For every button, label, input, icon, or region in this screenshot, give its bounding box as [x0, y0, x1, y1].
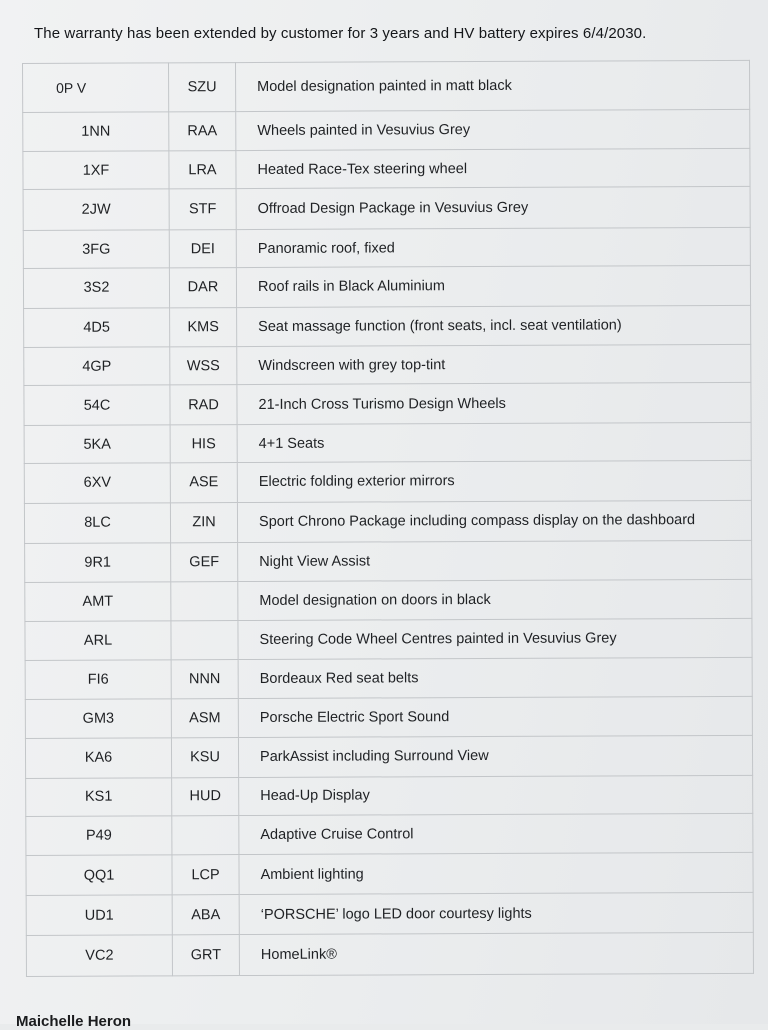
- option-description-cell: Heated Race-Tex steering wheel: [236, 148, 750, 189]
- option-code2-cell: DEI: [169, 229, 236, 268]
- option-code2-cell: LRA: [169, 151, 236, 190]
- option-code-cell: 3S2: [23, 268, 169, 308]
- table-row: [23, 109, 750, 152]
- table-row: [26, 813, 753, 856]
- option-code-cell: 1NN: [23, 111, 169, 151]
- table-row: [23, 187, 750, 231]
- option-code-cell: 6XV: [24, 463, 170, 503]
- table-row: [26, 853, 753, 896]
- option-code2-cell: GRT: [172, 935, 239, 976]
- option-code-cell: 4D5: [24, 307, 170, 347]
- table-row: [25, 618, 752, 661]
- option-description-cell: Ambient lighting: [239, 853, 753, 895]
- option-code-cell: KA6: [25, 738, 171, 778]
- option-description-cell: Windscreen with grey top-tint: [237, 344, 751, 385]
- option-code-cell: 8LC: [24, 503, 170, 544]
- option-code-cell: KS1: [26, 777, 172, 816]
- option-code-cell: 4GP: [24, 347, 170, 386]
- options-table: [22, 60, 754, 977]
- option-description-cell: ParkAssist including Surround View: [238, 736, 752, 778]
- table-row: [24, 422, 751, 464]
- option-code2-cell: KSU: [171, 738, 238, 778]
- option-code-cell: 9R1: [25, 543, 171, 582]
- option-description-cell: Offroad Design Package in Vesuvius Grey: [236, 187, 750, 230]
- option-code2-cell: ASM: [171, 698, 238, 738]
- option-code2-cell: ABA: [172, 894, 239, 935]
- option-code2-cell: [171, 581, 238, 621]
- signatory-name: Maichelle Heron: [16, 1013, 132, 1030]
- option-description-cell: 4+1 Seats: [237, 422, 751, 463]
- option-description-cell: Model designation painted in matt black: [236, 60, 750, 111]
- table-row: [26, 775, 753, 817]
- option-code-cell: GM3: [25, 699, 171, 739]
- option-code-cell: 1XF: [23, 151, 169, 190]
- option-code2-cell: RAD: [170, 385, 237, 425]
- option-description-cell: Sport Chrono Package including compass display on the dashboard: [237, 500, 751, 543]
- option-code2-cell: KMS: [170, 307, 237, 347]
- warranty-note: The warranty has been extended by customer for 3 years and HV battery expires 6/4/2030.: [34, 25, 647, 42]
- option-description-cell: Panoramic roof, fixed: [236, 227, 750, 268]
- option-description-cell: Electric folding exterior mirrors: [237, 461, 751, 503]
- option-code-cell: 2JW: [23, 189, 169, 230]
- option-code2-cell: STF: [169, 189, 236, 230]
- table-row: [24, 500, 751, 544]
- option-code2-cell: NNN: [171, 660, 238, 699]
- table-row: [24, 305, 751, 348]
- option-description-cell: Porsche Electric Sport Sound: [238, 696, 752, 738]
- option-description-cell: Model designation on doors in black: [238, 579, 752, 621]
- option-code-cell: UD1: [26, 895, 172, 936]
- table-row: [25, 579, 752, 622]
- option-code-cell: 3FG: [23, 230, 169, 269]
- option-code-cell: 54C: [24, 385, 170, 425]
- table-row: [24, 461, 751, 504]
- option-code2-cell: HUD: [172, 777, 239, 816]
- option-code2-cell: [172, 816, 239, 856]
- table-row: [25, 736, 752, 779]
- table-row: [25, 658, 752, 700]
- option-code2-cell: SZU: [169, 63, 236, 112]
- option-description-cell: Night View Assist: [238, 540, 752, 581]
- option-code-cell: ARL: [25, 621, 171, 661]
- option-description-cell: Bordeaux Red seat belts: [238, 658, 752, 699]
- option-code2-cell: ZIN: [170, 502, 237, 543]
- option-description-cell: HomeLink®: [239, 933, 753, 976]
- option-description-cell: Roof rails in Black Aluminium: [236, 266, 750, 308]
- option-code2-cell: RAA: [169, 111, 236, 151]
- option-code-cell: 0P V: [23, 63, 169, 112]
- option-description-cell: Steering Code Wheel Centres painted in Vesuvius Grey: [238, 618, 752, 660]
- option-description-cell: 21-Inch Cross Turismo Design Wheels: [237, 383, 751, 425]
- option-code-cell: P49: [26, 816, 172, 856]
- table-row: [23, 148, 750, 190]
- option-code2-cell: HIS: [170, 424, 237, 463]
- table-row: [24, 383, 751, 426]
- table-row: [25, 696, 752, 739]
- option-code2-cell: ASE: [170, 463, 237, 503]
- options-table-body: [23, 60, 754, 976]
- option-description-cell: Head-Up Display: [239, 775, 753, 816]
- table-row: [23, 266, 750, 309]
- option-code2-cell: WSS: [170, 347, 237, 386]
- option-code2-cell: LCP: [172, 855, 239, 895]
- table-row: [24, 344, 751, 386]
- option-code-cell: 5KA: [24, 425, 170, 464]
- table-row: [23, 60, 750, 112]
- option-code2-cell: GEF: [171, 543, 238, 582]
- option-description-cell: Seat massage function (front seats, incl. seat ventilation): [237, 305, 751, 347]
- option-code-cell: AMT: [25, 581, 171, 621]
- option-description-cell: ‘PORSCHE’ logo LED door courtesy lights: [239, 892, 753, 935]
- option-code2-cell: DAR: [169, 268, 236, 308]
- option-description-cell: Adaptive Cruise Control: [239, 813, 753, 855]
- option-code-cell: QQ1: [26, 855, 172, 895]
- option-description-cell: Wheels painted in Vesuvius Grey: [236, 109, 750, 151]
- option-code-cell: VC2: [26, 935, 172, 976]
- option-code2-cell: [171, 621, 238, 661]
- table-row: [23, 227, 750, 269]
- table-row: [26, 892, 753, 936]
- table-row: [26, 933, 753, 977]
- option-code-cell: FI6: [25, 660, 171, 699]
- table-row: [25, 540, 752, 582]
